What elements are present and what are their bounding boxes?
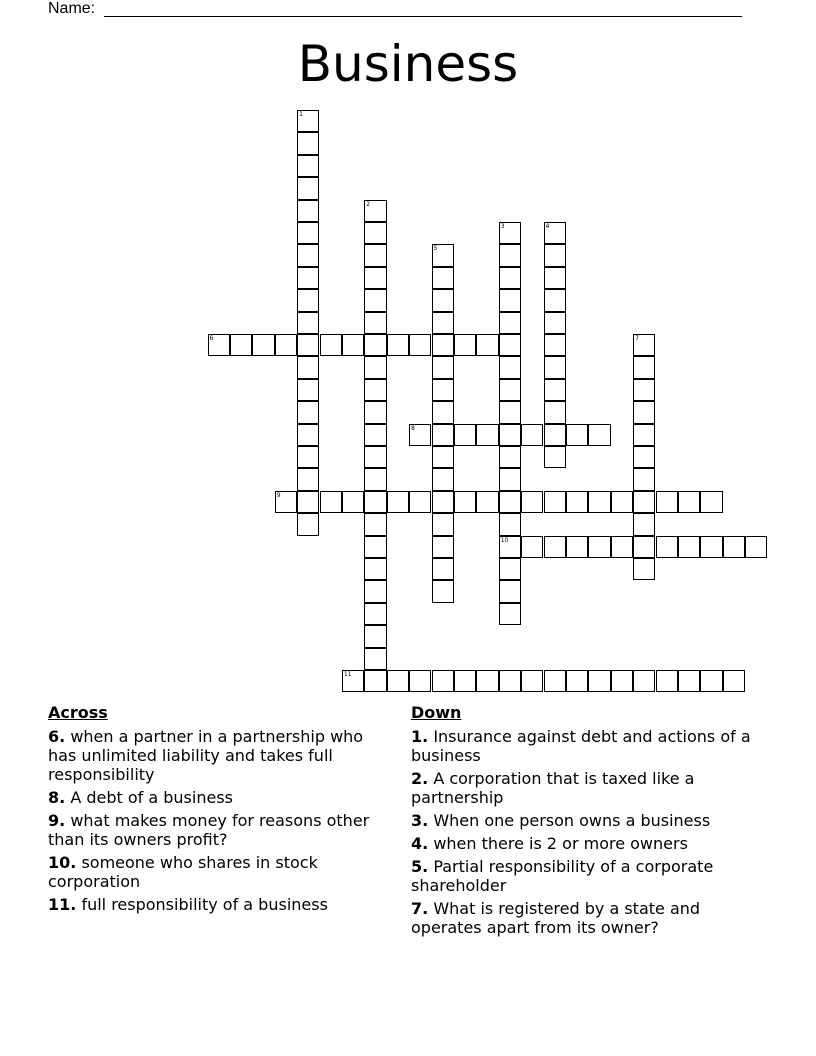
grid-cell[interactable] bbox=[454, 334, 476, 356]
grid-cell[interactable] bbox=[364, 625, 386, 647]
grid-cell[interactable] bbox=[544, 670, 566, 692]
grid-cell[interactable] bbox=[297, 334, 319, 356]
grid-cell[interactable] bbox=[544, 312, 566, 334]
clue-down-2 bbox=[411, 769, 761, 807]
clue-text: full responsibility of a business bbox=[81, 895, 328, 914]
clue-text: Insurance against debt and actions of a business bbox=[411, 727, 751, 765]
grid-cell[interactable] bbox=[364, 446, 386, 468]
clue-across-9 bbox=[48, 811, 388, 849]
grid-cell[interactable] bbox=[387, 491, 409, 513]
grid-cell[interactable] bbox=[364, 513, 386, 535]
grid-cell[interactable] bbox=[544, 401, 566, 423]
grid-cell[interactable] bbox=[275, 334, 297, 356]
grid-cell[interactable] bbox=[364, 289, 386, 311]
grid-cell[interactable] bbox=[342, 670, 364, 692]
grid-cell[interactable] bbox=[297, 312, 319, 334]
grid-cell[interactable] bbox=[499, 289, 521, 311]
grid-cell[interactable] bbox=[633, 334, 655, 356]
grid-cell[interactable] bbox=[588, 424, 610, 446]
clue-across-11 bbox=[48, 895, 388, 914]
grid-cell[interactable] bbox=[544, 289, 566, 311]
grid-cell[interactable] bbox=[544, 424, 566, 446]
grid-cell[interactable] bbox=[700, 670, 722, 692]
grid-cell[interactable] bbox=[476, 424, 498, 446]
grid-cell[interactable] bbox=[297, 132, 319, 154]
grid-cell[interactable] bbox=[633, 536, 655, 558]
grid-cell[interactable] bbox=[297, 200, 319, 222]
grid-cell[interactable] bbox=[544, 267, 566, 289]
grid-cell[interactable] bbox=[454, 424, 476, 446]
grid-cell[interactable] bbox=[297, 110, 319, 132]
grid-cell[interactable] bbox=[454, 491, 476, 513]
grid-cell[interactable] bbox=[364, 670, 386, 692]
grid-cell[interactable] bbox=[544, 379, 566, 401]
grid-cell[interactable] bbox=[700, 491, 722, 513]
grid-cell[interactable] bbox=[275, 491, 297, 513]
grid-cell[interactable] bbox=[432, 401, 454, 423]
grid-cell[interactable] bbox=[611, 536, 633, 558]
grid-cell[interactable] bbox=[544, 222, 566, 244]
grid-cell[interactable] bbox=[499, 536, 521, 558]
clue-number: 7. bbox=[411, 899, 429, 918]
grid-cell[interactable] bbox=[364, 491, 386, 513]
grid-cell[interactable] bbox=[364, 200, 386, 222]
grid-cell[interactable] bbox=[297, 267, 319, 289]
grid-cell[interactable] bbox=[364, 244, 386, 266]
grid-cell[interactable] bbox=[409, 424, 431, 446]
clue-text: A debt of a business bbox=[70, 788, 233, 807]
grid-cell[interactable] bbox=[476, 670, 498, 692]
clue-down-7 bbox=[411, 899, 761, 937]
grid-cell[interactable] bbox=[656, 536, 678, 558]
grid-cell[interactable] bbox=[297, 446, 319, 468]
grid-cell[interactable] bbox=[633, 468, 655, 490]
grid-cell[interactable] bbox=[409, 491, 431, 513]
grid-cell[interactable] bbox=[588, 536, 610, 558]
grid-cell[interactable] bbox=[364, 222, 386, 244]
grid-cell[interactable] bbox=[633, 558, 655, 580]
grid-cell[interactable] bbox=[342, 491, 364, 513]
grid-cell[interactable] bbox=[499, 491, 521, 513]
grid-cell[interactable] bbox=[432, 446, 454, 468]
clue-across-10 bbox=[48, 853, 388, 891]
grid-cell[interactable] bbox=[432, 580, 454, 602]
grid-cell[interactable] bbox=[432, 536, 454, 558]
grid-cell[interactable] bbox=[611, 491, 633, 513]
grid-cell[interactable] bbox=[499, 670, 521, 692]
grid-cell[interactable] bbox=[499, 244, 521, 266]
grid-cell[interactable] bbox=[611, 670, 633, 692]
grid-cell[interactable] bbox=[364, 580, 386, 602]
grid-cell[interactable] bbox=[364, 603, 386, 625]
grid-cell[interactable] bbox=[476, 334, 498, 356]
grid-cell[interactable] bbox=[432, 289, 454, 311]
grid-cell[interactable] bbox=[499, 603, 521, 625]
clue-text: What is registered by a state and operates apart from its owner? bbox=[411, 899, 701, 937]
clue-number: 11. bbox=[48, 895, 77, 914]
grid-cell[interactable] bbox=[566, 670, 588, 692]
grid-cell[interactable] bbox=[364, 401, 386, 423]
clue-number: 4. bbox=[411, 834, 429, 853]
grid-cell[interactable] bbox=[297, 155, 319, 177]
grid-cell[interactable] bbox=[432, 513, 454, 535]
grid-cell[interactable] bbox=[499, 334, 521, 356]
grid-cell[interactable] bbox=[432, 267, 454, 289]
clue-down-4 bbox=[411, 834, 761, 853]
clue-across-6 bbox=[48, 727, 388, 784]
grid-cell[interactable] bbox=[588, 491, 610, 513]
grid-cell[interactable] bbox=[432, 356, 454, 378]
grid-cell[interactable] bbox=[364, 312, 386, 334]
grid-cell[interactable] bbox=[432, 334, 454, 356]
grid-cell[interactable] bbox=[633, 513, 655, 535]
grid-cell[interactable] bbox=[544, 244, 566, 266]
grid-cell[interactable] bbox=[544, 536, 566, 558]
clue-number-label: 3 bbox=[500, 223, 505, 230]
grid-cell[interactable] bbox=[297, 289, 319, 311]
grid-cell[interactable] bbox=[544, 334, 566, 356]
clue-text: When one person owns a business bbox=[433, 811, 711, 830]
grid-cell[interactable] bbox=[297, 222, 319, 244]
grid-cell[interactable] bbox=[364, 558, 386, 580]
grid-cell[interactable] bbox=[297, 468, 319, 490]
name-label: Name: bbox=[48, 0, 96, 17]
clue-number: 8. bbox=[48, 788, 66, 807]
grid-cell[interactable] bbox=[656, 670, 678, 692]
grid-cell[interactable] bbox=[432, 491, 454, 513]
grid-cell[interactable] bbox=[499, 446, 521, 468]
clue-number-label: 8 bbox=[411, 424, 415, 432]
name-line[interactable] bbox=[104, 16, 742, 17]
grid-cell[interactable] bbox=[633, 379, 655, 401]
clue-number-label: 7 bbox=[635, 335, 639, 342]
grid-cell[interactable] bbox=[678, 536, 700, 558]
grid-cell[interactable] bbox=[566, 491, 588, 513]
grid-cell[interactable] bbox=[364, 468, 386, 490]
grid-cell[interactable] bbox=[633, 424, 655, 446]
clue-text: when there is 2 or more owners bbox=[433, 834, 688, 853]
grid-cell[interactable] bbox=[544, 356, 566, 378]
grid-cell[interactable] bbox=[320, 491, 342, 513]
clue-number-label: 11 bbox=[343, 671, 352, 678]
grid-cell[interactable] bbox=[230, 334, 252, 356]
grid-cell[interactable] bbox=[432, 670, 454, 692]
clue-text: what makes money for reasons other than its owners profit? bbox=[48, 811, 370, 849]
grid-cell[interactable] bbox=[499, 468, 521, 490]
grid-cell[interactable] bbox=[678, 491, 700, 513]
grid-cell[interactable] bbox=[633, 670, 655, 692]
clue-number: 2. bbox=[411, 769, 429, 788]
clue-number-label: 5 bbox=[433, 245, 438, 253]
clue-down-3 bbox=[411, 811, 761, 830]
grid-cell[interactable] bbox=[252, 334, 274, 356]
grid-cell[interactable] bbox=[633, 401, 655, 423]
clue-number: 6. bbox=[48, 727, 66, 746]
clue-text: someone who shares in stock corporation bbox=[48, 853, 318, 891]
grid-cell[interactable] bbox=[499, 222, 521, 244]
grid-cell[interactable] bbox=[208, 334, 230, 356]
grid-cell[interactable] bbox=[723, 670, 745, 692]
grid-cell[interactable] bbox=[499, 558, 521, 580]
grid-cell[interactable] bbox=[499, 356, 521, 378]
grid-cell[interactable] bbox=[432, 244, 454, 266]
grid-cell[interactable] bbox=[432, 558, 454, 580]
clue-down-1 bbox=[411, 727, 761, 765]
grid-cell[interactable] bbox=[588, 670, 610, 692]
grid-cell[interactable] bbox=[454, 670, 476, 692]
grid-cell[interactable] bbox=[499, 513, 521, 535]
grid-cell[interactable] bbox=[432, 468, 454, 490]
grid-cell[interactable] bbox=[364, 356, 386, 378]
clue-number: 3. bbox=[411, 811, 429, 830]
across-clues bbox=[48, 703, 388, 918]
grid-cell[interactable] bbox=[432, 312, 454, 334]
grid-cell[interactable] bbox=[499, 267, 521, 289]
clue-number: 5. bbox=[411, 857, 429, 876]
grid-cell[interactable] bbox=[432, 424, 454, 446]
grid-cell[interactable] bbox=[409, 670, 431, 692]
clue-number-label: 2 bbox=[366, 200, 371, 208]
grid-cell[interactable] bbox=[566, 424, 588, 446]
grid-cell[interactable] bbox=[297, 356, 319, 378]
grid-cell[interactable] bbox=[745, 536, 767, 558]
grid-cell[interactable] bbox=[521, 424, 543, 446]
clue-number-label: 1 bbox=[299, 111, 303, 118]
grid-cell[interactable] bbox=[297, 513, 319, 535]
grid-cell[interactable] bbox=[633, 446, 655, 468]
grid-cell[interactable] bbox=[297, 401, 319, 423]
clue-text: when a partner in a partnership who has unlimited liability and takes full responsibility bbox=[48, 727, 364, 784]
clue-number-label: 10 bbox=[500, 536, 509, 544]
down-clues bbox=[411, 703, 761, 941]
clue-number: 10. bbox=[48, 853, 77, 872]
grid-cell[interactable] bbox=[499, 312, 521, 334]
grid-cell[interactable] bbox=[387, 670, 409, 692]
grid-cell[interactable] bbox=[364, 334, 386, 356]
grid-cell[interactable] bbox=[723, 536, 745, 558]
grid-cell[interactable] bbox=[297, 379, 319, 401]
grid-cell[interactable] bbox=[364, 648, 386, 670]
grid-cell[interactable] bbox=[499, 401, 521, 423]
grid-cell[interactable] bbox=[297, 177, 319, 199]
clue-across-8 bbox=[48, 788, 388, 807]
clue-text: A corporation that is taxed like a partnership bbox=[411, 769, 695, 807]
grid-cell[interactable] bbox=[656, 491, 678, 513]
grid-cell[interactable] bbox=[633, 356, 655, 378]
grid-cell[interactable] bbox=[297, 244, 319, 266]
clue-number: 9. bbox=[48, 811, 66, 830]
clue-number-label: 4 bbox=[545, 223, 550, 230]
grid-cell[interactable] bbox=[700, 536, 722, 558]
grid-cell[interactable] bbox=[566, 536, 588, 558]
grid-cell[interactable] bbox=[409, 334, 431, 356]
grid-cell[interactable] bbox=[544, 491, 566, 513]
clue-number: 1. bbox=[411, 727, 429, 746]
clue-text: Partial responsibility of a corporate shareholder bbox=[411, 857, 714, 895]
grid-cell[interactable] bbox=[633, 491, 655, 513]
puzzle-title: Business bbox=[297, 35, 519, 93]
clue-number-label: 6 bbox=[209, 335, 214, 342]
grid-cell[interactable] bbox=[297, 491, 319, 513]
clue-down-5 bbox=[411, 857, 761, 895]
grid-cell[interactable] bbox=[364, 536, 386, 558]
grid-cell[interactable] bbox=[499, 580, 521, 602]
grid-cell[interactable] bbox=[432, 379, 454, 401]
across-heading: Across bbox=[48, 703, 108, 722]
grid-cell[interactable] bbox=[499, 379, 521, 401]
grid-cell[interactable] bbox=[364, 424, 386, 446]
grid-cell[interactable] bbox=[521, 670, 543, 692]
grid-cell[interactable] bbox=[678, 670, 700, 692]
grid-cell[interactable] bbox=[476, 491, 498, 513]
grid-cell[interactable] bbox=[499, 424, 521, 446]
grid-cell[interactable] bbox=[364, 267, 386, 289]
grid-cell[interactable] bbox=[320, 334, 342, 356]
grid-cell[interactable] bbox=[387, 334, 409, 356]
grid-cell[interactable] bbox=[521, 536, 543, 558]
clue-number-label: 9 bbox=[276, 491, 281, 499]
grid-cell[interactable] bbox=[342, 334, 364, 356]
grid-cell[interactable] bbox=[544, 446, 566, 468]
grid-cell[interactable] bbox=[364, 379, 386, 401]
grid-cell[interactable] bbox=[297, 424, 319, 446]
down-heading: Down bbox=[411, 703, 462, 722]
grid-cell[interactable] bbox=[521, 491, 543, 513]
